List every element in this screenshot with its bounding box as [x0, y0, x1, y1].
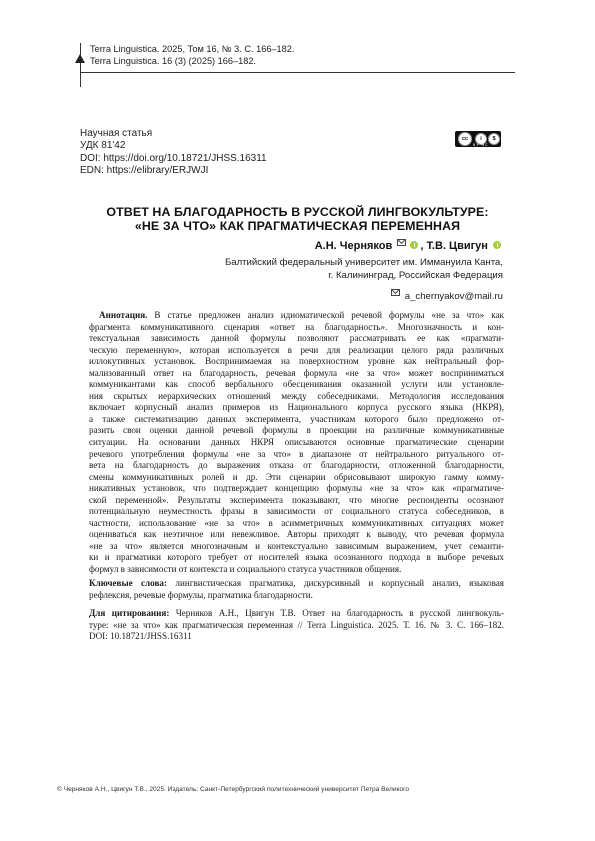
abstract-line: ситуации. На основании данных НКРЯ описываются основные прагматические сценарии: [89, 437, 504, 448]
citation-doi[interactable]: DOI: 10.18721/JHSS.16311: [89, 631, 192, 642]
affiliation-line1: Балтийский федеральный университет им. Иммануила Канта,: [224, 257, 503, 268]
abstract-line: ческую переменную», которая используется в речи для реализации целого ряда различных: [89, 344, 504, 355]
author-2: Т.В. Цвигун: [426, 240, 488, 252]
article-meta: [80, 128, 267, 178]
abstract-line: мализованный ответ на благодарность, речевая формула «не за что» может восприниматься: [89, 367, 504, 378]
abstract-line: текстуальная зависимость данной формулы позволяют рассматривать ее как «прагмати-: [89, 333, 504, 344]
abstract-line: включает корпусный анализ примеров из Национального корпуса русского языка (НКРЯ),: [89, 402, 504, 413]
abstract-line: «не за что» является многозначным и контекстуально зависимым выражением, учет семанти-: [89, 540, 504, 551]
author-1: А.Н. Черняков: [314, 240, 393, 252]
journal-citation-en: Terra Linguistica. 16 (3) (2025) 166–182.: [90, 56, 256, 66]
header-horizontal-rule: [80, 72, 515, 73]
nc-icon: $: [488, 133, 500, 145]
abstract-line: смены коммуникативных ролей и др. Эти сценарии обрисовывают широкую гамму комму-: [89, 471, 504, 482]
author-separator: ,: [420, 240, 427, 252]
article-title-line2: «НЕ ЗА ЧТО» КАК ПРАГМАТИЧЕСКАЯ ПЕРЕМЕННАЯ: [134, 219, 461, 233]
mail-icon[interactable]: [397, 239, 406, 246]
udc-code: УДК 81'42: [80, 140, 126, 152]
abstract-line: ния скрытых иерархических отношений между собеседниками. Методология исследования: [89, 390, 504, 401]
cc-icon: cc: [458, 132, 472, 146]
article-type: Научная статья: [80, 128, 153, 139]
abstract-line: ки и прагматики которого требует от носителей языка осознанного подхода в выборе речевых: [89, 552, 504, 563]
mail-icon: [391, 289, 400, 296]
keywords-label: Ключевые слова:: [89, 578, 168, 588]
header-vertical-rule: [80, 43, 81, 87]
abstract-line: вета на благодарность до выражения отказа от благодарности, отложенной благодарности,: [89, 460, 504, 471]
email-line: [389, 289, 503, 302]
by-icon: i: [475, 133, 487, 145]
abstract-line: разить свои оценки данной речевой формулы в проекции на различные коммуникативные: [89, 425, 504, 436]
cc-license-badge[interactable]: [455, 131, 501, 147]
abstract: [89, 310, 504, 576]
copyright-footer: © Черняков А.Н., Цвигун Т.В., 2025. Издатель: Санкт-Петербургский политехнический университет Петра Великого: [57, 786, 410, 793]
header-arrow-icon: [75, 54, 85, 63]
abstract-line: никативных установок, что подтверждает концепцию формулы «не за что» как «прагматиче-: [89, 483, 504, 494]
abstract-line: ской переменной». Результаты эксперимента показывают, что многие респонденты осознают: [89, 494, 504, 505]
abstract-line: иллокутивных установок. Воспринимаемая на поверхностном уровне как нейтральный фор-: [89, 356, 504, 367]
abstract-label: Аннотация.: [99, 310, 148, 320]
citation: Для цитирования: Черняков А.Н., Цвигун Т.В. Ответ на благодарность в русской лингвокуль- туре: «не за что» как прагматическая переменная // Terra Linguistica. 2025. Т. 16. № 3. С. 166–182. DOI: 10.18721/JHSS.16311: [89, 608, 504, 642]
abstract-line: речевого употребления формулы «не за что» в диапазоне от нейтрального ритуального от-: [89, 448, 504, 459]
abstract-line: Аннотация. В статье предложен анализ идиоматической речевой формулы «не за что» как: [99, 310, 504, 320]
keywords: Ключевые слова: лингвистическая прагматика, дискурсивный и корпусный анализ, языковая рефлексия, речевые формулы, прагматика благодарности.: [89, 578, 504, 600]
abstract-line: частности, использование «не за что» в асимметричных коммуникативных ситуациях может: [89, 517, 504, 528]
citation-label: Для цитирования:: [89, 608, 170, 618]
license-tag: BY NC: [473, 143, 489, 147]
authors-line: [315, 239, 503, 252]
abstract-line: коммуникантами как способ вербального обесценивания оказанной услуги или установле-: [89, 379, 504, 390]
journal-citation-ru: Terra Linguistica. 2025, Том 16, № 3. С. 166–182.: [90, 44, 295, 54]
doi-link[interactable]: DOI: https://doi.org/10.18721/JHSS.16311: [80, 152, 267, 164]
affiliation-line2: г. Калининград, Российская Федерация: [328, 270, 503, 281]
abstract-line: потенциальную неуместность фразы в зависимости от социального статуса собеседников, в: [89, 506, 504, 517]
orcid-icon[interactable]: [493, 241, 501, 249]
orcid-icon[interactable]: [410, 241, 418, 249]
article-title-line1: ОТВЕТ НА БЛАГОДАРНОСТЬ В РУССКОЙ ЛИНГВОКУЛЬТУРЕ:: [106, 205, 489, 219]
abstract-line: оцениваться как неэтичное или невежливое. Авторы приходят к выводу, что речевая формула: [89, 529, 504, 540]
abstract-line: формул в зависимости от контекста и социального статуса участников общения.: [89, 564, 402, 575]
abstract-line: фрагмента коммуникативного сценария «ответ на благодарность». Многозначность и кон-: [89, 321, 504, 332]
edn-link[interactable]: EDN: https://elibrary/ERJWJI: [80, 165, 209, 177]
author-email[interactable]: a_chernyakov@mail.ru: [404, 291, 503, 302]
abstract-line: а также систематизацию данных эксперимента, участникам которого было предложено от-: [89, 413, 504, 424]
